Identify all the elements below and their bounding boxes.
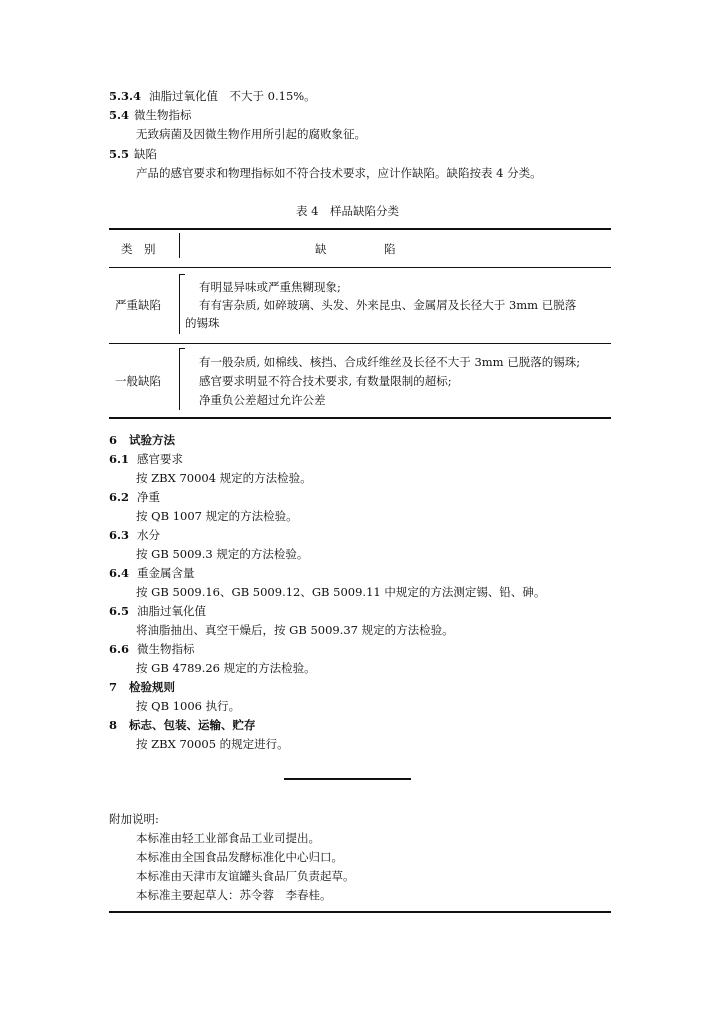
clause-text: 缺陷 xyxy=(134,147,157,161)
clause-number: 5.5 xyxy=(109,147,130,161)
clause-number: 6.5 xyxy=(109,604,130,618)
table-caption: 表 4 样品缺陷分类 xyxy=(296,204,399,218)
clause-text-line: 按 QB 1006 执行。 xyxy=(136,699,241,713)
clause-6-6 xyxy=(109,641,195,657)
row-severe-line-2: 有有害杂质, 如碎玻璃、头发、外来昆虫、金属屑及长径大于 3mm 已脱落 xyxy=(199,298,577,312)
table-bottom-rule xyxy=(109,417,611,419)
table-top-rule xyxy=(109,228,611,230)
header-category: 类 别 xyxy=(121,242,156,256)
section-8 xyxy=(109,717,256,733)
clause-text: 油脂过氧化值 xyxy=(137,604,206,618)
clause-text: 水分 xyxy=(137,528,160,542)
clause-6-3 xyxy=(109,527,160,543)
end-rule xyxy=(284,778,411,780)
clause-number: 6.4 xyxy=(109,566,130,580)
appendix-line: 本标准由天津市友谊罐头食品厂负责起草。 xyxy=(136,869,355,883)
section-number: 8 xyxy=(109,718,118,732)
appendix-line: 本标准由轻工业部食品工业司提出。 xyxy=(136,831,320,845)
clause-6-5 xyxy=(109,603,206,619)
clause-text-line: 按 ZBX 70004 规定的方法检验。 xyxy=(136,471,312,485)
clause-text-line: 按 QB 1007 规定的方法检验。 xyxy=(136,509,298,523)
section-6 xyxy=(109,432,175,448)
section-title: 试验方法 xyxy=(129,433,175,447)
clause-text: 重金属含量 xyxy=(137,566,195,580)
clause-number: 6.3 xyxy=(109,528,130,542)
column-divider xyxy=(179,274,180,334)
defect-classification-table xyxy=(109,228,611,418)
row-severe-line-3: 的锡珠 xyxy=(185,316,220,330)
row-category-severe: 严重缺陷 xyxy=(115,298,161,312)
clause-5-4 xyxy=(109,107,192,123)
section-number: 6 xyxy=(109,433,118,447)
section-title: 标志、包装、运输、贮存 xyxy=(129,718,256,732)
section-title: 检验规则 xyxy=(129,680,175,694)
clause-6-1 xyxy=(109,451,183,467)
header-defect: 缺 陷 xyxy=(315,242,396,256)
clause-text: 微生物指标 xyxy=(137,642,195,656)
clause-number: 5.3.4 xyxy=(109,89,142,103)
clause-text-line: 将油脂抽出、真空干燥后，按 GB 5009.37 规定的方法检验。 xyxy=(136,623,454,637)
clause-5-3-4 xyxy=(109,88,316,104)
row-category-general: 一般缺陷 xyxy=(115,374,161,388)
divider-tick xyxy=(179,348,185,349)
section-7 xyxy=(109,679,175,695)
clause-text-line: 按 ZBX 70005 的规定进行。 xyxy=(136,737,289,751)
appendix-line: 本标准由全国食品发酵标准化中心归口。 xyxy=(136,850,343,864)
column-divider xyxy=(179,348,180,410)
row-general-line-3: 净重负公差超过允许公差 xyxy=(199,393,326,407)
clause-text-line: 产品的感官要求和物理指标如不符合技术要求，应计作缺陷。缺陷按表 4 分类。 xyxy=(136,166,542,180)
bottom-rule xyxy=(109,911,611,913)
clause-number: 5.4 xyxy=(109,108,130,122)
clause-6-4 xyxy=(109,565,195,581)
clause-number: 6.1 xyxy=(109,452,130,466)
clause-text: 净重 xyxy=(137,490,160,504)
row-general-line-1: 有一般杂质, 如棉线、核挡、合成纤维丝及长径不大于 3mm 已脱落的锡珠; xyxy=(199,355,581,369)
table-header-rule xyxy=(109,267,611,268)
clause-text-line: 无致病菌及因微生物作用所引起的腐败象征。 xyxy=(136,127,366,141)
clause-text-line: 按 GB 5009.16、GB 5009.12、GB 5009.11 中规定的方法测定锡、铅、砷。 xyxy=(136,585,546,599)
appendix-title: 附加说明: xyxy=(109,812,159,826)
row-severe-line-1: 有明显异味或严重焦糊现象; xyxy=(199,280,341,294)
clause-number: 6.2 xyxy=(109,490,130,504)
column-divider xyxy=(179,233,180,258)
clause-text-line: 按 GB 5009.3 规定的方法检验。 xyxy=(136,547,309,561)
clause-text: 微生物指标 xyxy=(134,108,192,122)
clause-text-line: 按 GB 4789.26 规定的方法检验。 xyxy=(136,661,316,675)
divider-tick xyxy=(179,274,185,275)
section-number: 7 xyxy=(109,680,118,694)
clause-5-5 xyxy=(109,146,157,162)
clause-number: 6.6 xyxy=(109,642,130,656)
clause-text: 感官要求 xyxy=(137,452,183,466)
table-row-rule xyxy=(109,343,611,344)
appendix-line: 本标准主要起草人：苏令蓉 李春桂。 xyxy=(136,888,332,902)
clause-text: 油脂过氧化值 不大于 0.15%。 xyxy=(149,89,316,103)
clause-6-2 xyxy=(109,489,160,505)
row-general-line-2: 感官要求明显不符合技术要求, 有数量限制的超标; xyxy=(199,374,452,388)
